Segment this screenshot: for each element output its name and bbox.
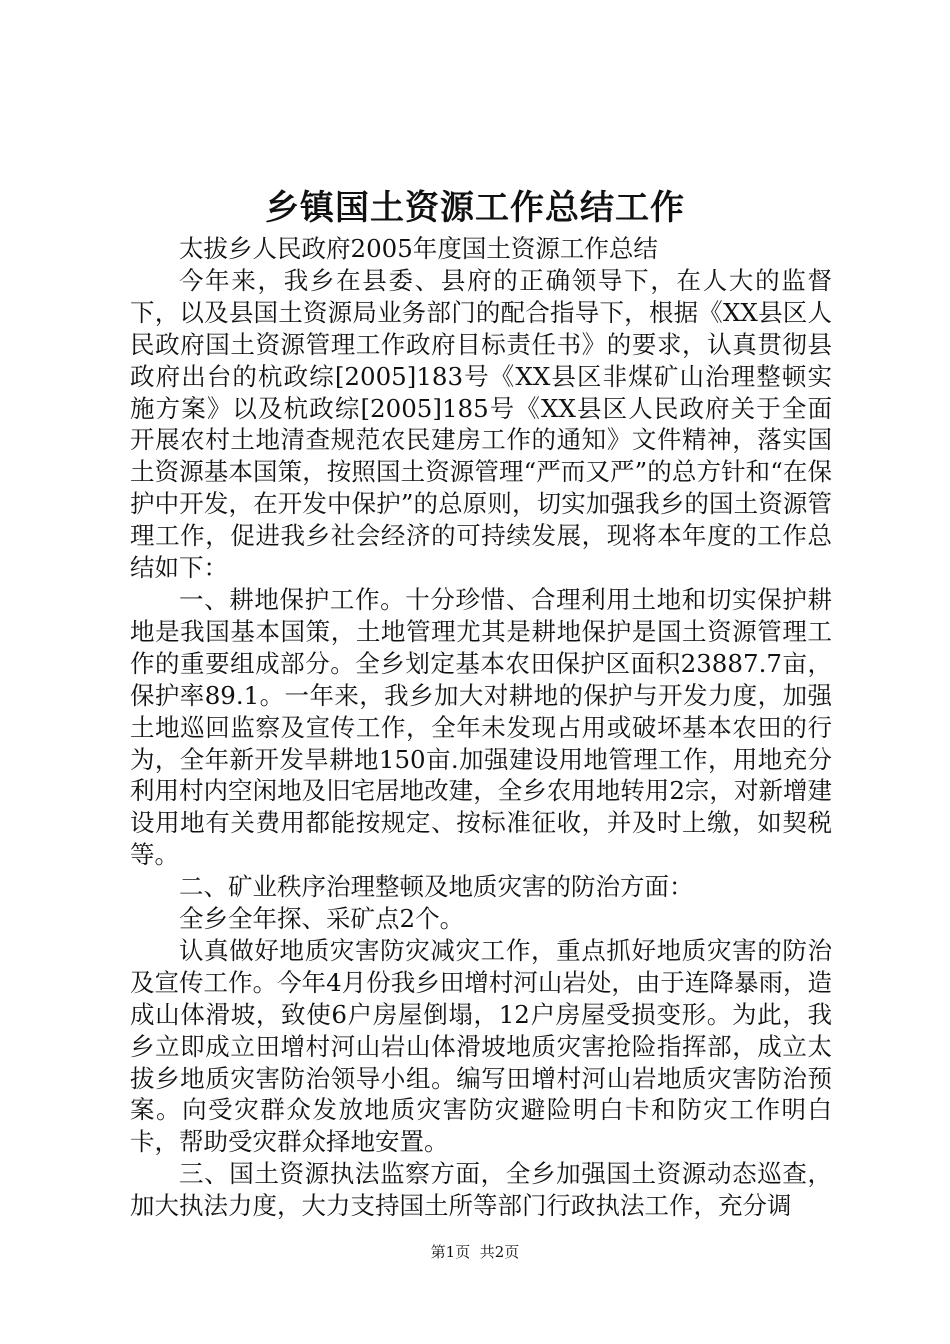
paragraph-intro: 今年来，我乡在县委、县府的正确领导下，在人大的监督下，以及县国土资源局业务部门的配合指导下，根据《XX县区人民政府国土资源管理工作政府目标责任书》的要求，认真贯彻县政府出台的杭政综[2005]183号《XX县区非煤矿山治理整顿实施方案》以及杭政综[2005]185号《XX县区人民政府关于全面开展农村土地清查规范农民建房工作的通知》文件精神，落实国土资源基本国策，按照国土资源管理“严而又严”的总方针和“在保护中开发，在开发中保护”的总原则，切实加强我乡的国土资源管理工作，促进我乡社会经济的可持续发展，现将本年度的工作总结如下： [130, 265, 832, 583]
paragraph-subtitle: 太拔乡人民政府2005年度国土资源工作总结 [179, 234, 658, 263]
page-number: 第1页 [430, 1243, 471, 1261]
paragraph-mining-count: 全乡全年探、采矿点2个。 [179, 904, 465, 934]
paragraph-enforcement: 三、国土资源执法监察方面，全乡加强国土资源动态巡查，加大执法力度，大力支持国土所等部门行政执法工作，充分调 [130, 1159, 832, 1221]
paragraph-farmland-protection: 一、耕地保护工作。十分珍惜、合理利用土地和切实保护耕地是我国基本国策，土地管理尤其是耕地保护是国土资源管理工作的重要组成部分。全乡划定基本农田保护区面积23887.7亩，保护率89.1。一年来，我乡加大对耕地的保护与开发力度，加强土地巡回监察及宣传工作，全年未发现占用或破坏基本农田的行为，全年新开发旱耕地150亩.加强建设用地管理工作，用地充分利用村内空闲地及旧宅居地改建，全乡农用地转用2宗，对新增建设用地有关费用都能按规定、按标准征收，并及时上缴，如契税等。 [130, 584, 832, 870]
page-total: 共2页 [479, 1243, 520, 1261]
paragraph-mining-heading: 二、矿业秩序治理整顿及地质灾害的防治方面： [179, 872, 694, 902]
paragraph-geohazard: 认真做好地质灾害防灾减灾工作，重点抓好地质灾害的防治及宣传工作。今年4月份我乡田增村河山岩处，由于连降暴雨，造成山体滑坡，致使6户房屋倒塌，12户房屋受损变形。为此，我乡立即成立田增村河山岩山体滑坡地质灾害抢险指挥部，成立太拔乡地质灾害防治领导小组。编写田增村河山岩地质灾害防治预案。向受灾群众发放地质灾害防灾避险明白卡和防灾工作明白卡，帮助受灾群众择地安置。 [130, 935, 832, 1157]
document-body [130, 233, 832, 1222]
page-title: 乡镇国土资源工作总结工作 [265, 188, 685, 228]
page-footer [0, 1242, 950, 1262]
